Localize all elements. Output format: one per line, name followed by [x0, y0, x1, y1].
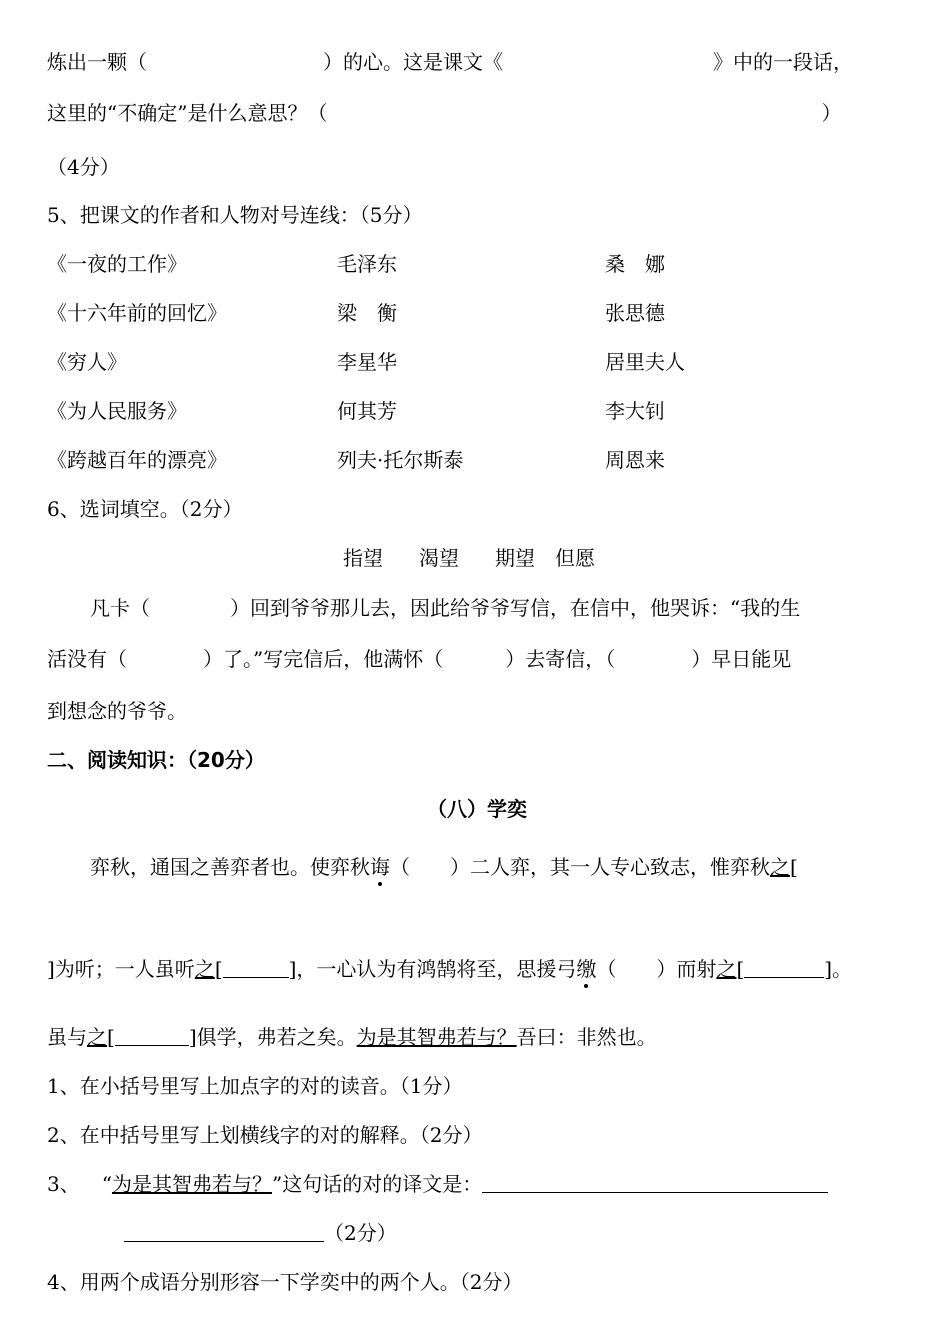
article-title: （八）学奕 [427, 797, 527, 821]
q5-person: 梁 衡 [337, 301, 397, 325]
q5-character: 居里夫人 [605, 350, 685, 374]
dotted-char: 缴 [576, 957, 597, 981]
q5-person: 列夫·托尔斯泰 [337, 448, 464, 472]
article-line2: ]为听；一人虽听之[ ]，一心认为有鸿鹄将至，思援弓缴（ ）而射之[ ]。 [47, 957, 853, 981]
q5-work: 《为人民服务》 [47, 399, 187, 423]
q5-work: 《跨越百年的漂亮》 [47, 448, 227, 472]
q5-character: 周恩来 [605, 448, 665, 472]
q5-person: 毛泽东 [337, 252, 397, 276]
q5-person: 何其芳 [337, 399, 397, 423]
underlined-char: 之 [716, 957, 737, 981]
q6-paragraph-line1: 凡卡（ ）回到爷爷那儿去，因此给爷爷写信，在信中，他哭诉：“我的生 [90, 596, 801, 620]
answer-line[interactable] [482, 1172, 828, 1193]
q5-character: 李大钊 [605, 399, 665, 423]
q6-word-options [343, 546, 595, 570]
section-heading: 二、阅读知识：（20分） [47, 748, 265, 772]
q5-character: 桑 娜 [605, 252, 665, 276]
q6-paragraph-line3: 到想念的爷爷。 [47, 699, 187, 723]
prev-question-score: （4分） [47, 155, 120, 179]
q6-paragraph-line2: 活没有（ ）了。”写完信后，他满怀（ ）去寄信，（ ）早日能见 [47, 647, 792, 671]
prev-question-line2: 这里的“不确定”是什么意思？（ ） [47, 101, 842, 125]
q5-work: 《一夜的工作》 [47, 252, 187, 276]
sub-question-3: 3、 “为是其智弗若与？”这句话的对的译文是： [47, 1172, 828, 1196]
sub-question-4: 4、用两个成语分别形容一下学奕中的两个人。（2分） [47, 1270, 523, 1294]
word-option: 渴望 [419, 546, 459, 570]
sub-question-3-continued: （2分） [124, 1221, 397, 1245]
q6-title: 6、选词填空。（2分） [47, 497, 243, 521]
answer-line[interactable] [124, 1221, 324, 1242]
answer-blank[interactable] [223, 957, 289, 978]
article-line1: 弈秋，通国之善弈者也。使弈秋诲（ ）二人弈，其一人专心致志，惟弈秋之[ [90, 855, 798, 879]
word-option: 期望 [495, 546, 535, 570]
prev-question-line1: 炼出一颗（ ）的心。这是课文《 》中的一段话， [47, 50, 853, 74]
q5-work: 《穷人》 [47, 350, 127, 374]
article-line3: 虽与之[ ]俱学，弗若之矣。为是其智弗若与？吾曰：非然也。 [47, 1025, 657, 1049]
sub-question-1: 1、在小括号里写上加点字的对的读音。（1分） [47, 1074, 463, 1098]
q5-work: 《十六年前的回忆》 [47, 301, 227, 325]
q5-person: 李星华 [337, 350, 397, 374]
underlined-char: 之 [87, 1025, 107, 1049]
word-option: 指望 [343, 546, 383, 570]
answer-blank[interactable] [115, 1025, 189, 1046]
q5-character: 张思德 [605, 301, 665, 325]
dotted-char: 诲 [370, 855, 390, 879]
answer-blank[interactable] [744, 957, 824, 978]
word-option: 但愿 [555, 546, 595, 570]
sub-question-2: 2、在中括号里写上划横线字的对的解释。（2分） [47, 1123, 483, 1147]
underlined-char: 之 [770, 855, 790, 879]
underlined-sentence: 为是其智弗若与？ [111, 1172, 272, 1196]
q5-title: 5、把课文的作者和人物对号连线：（5分） [47, 203, 423, 227]
underlined-sentence: 为是其智弗若与？ [356, 1025, 517, 1049]
underlined-char: 之 [194, 957, 215, 981]
